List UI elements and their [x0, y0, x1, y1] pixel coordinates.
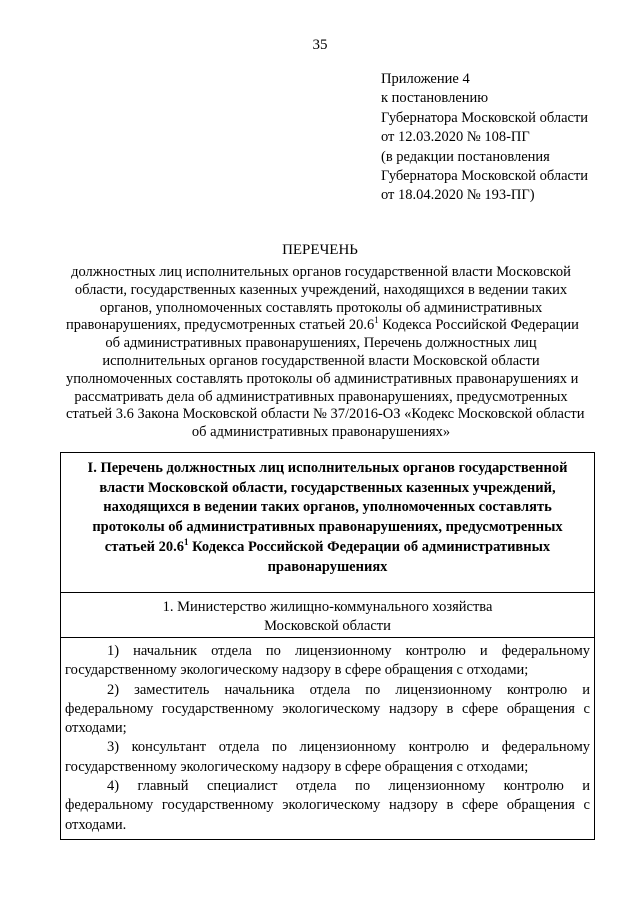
- superscript: 1: [374, 315, 379, 326]
- document-subtitle: [66, 264, 585, 442]
- appendix-line: Губернатора Московской области: [381, 109, 589, 126]
- item-line: федеральному государственному экологическому надзору в сфере обращения с: [65, 797, 590, 814]
- item-line: государственному экологическому надзору в сфере обращения с отходами;: [65, 758, 529, 775]
- ministry-line: Московской области: [264, 617, 391, 634]
- subtitle-line: рассматривать дела об административных правонарушениях, предусмотренных: [74, 388, 568, 405]
- heading-line: власти Московской области, государственных казенных учреждений,: [99, 479, 556, 496]
- list-item: [65, 681, 590, 739]
- page-number: 35: [312, 37, 328, 53]
- appendix-line: (в редакции постановления: [381, 148, 550, 165]
- heading-line: находящихся в ведении таких органов, уполномоченных составлять: [103, 499, 552, 516]
- list-item: [65, 777, 590, 835]
- item-line: отходами;: [65, 720, 127, 737]
- subtitle-text: Кодекса Российской Федерации: [378, 317, 579, 334]
- appendix-line: Губернатора Московской области: [381, 168, 589, 185]
- item-line: 4) главный специалист отдела по лицензионному контролю и: [107, 778, 590, 795]
- item-line: отходами.: [65, 816, 127, 833]
- officials-table: [60, 452, 595, 840]
- document-title: ПЕРЕЧЕНЬ: [282, 242, 358, 258]
- subtitle-text: правонарушениях, предусмотренных статьей 20.6: [66, 317, 375, 334]
- superscript: 1: [184, 536, 189, 547]
- section-heading: [61, 453, 594, 593]
- heading-line: [61, 538, 594, 558]
- heading-line: протоколы об административных правонарушениях, предусмотренных: [92, 519, 563, 536]
- subtitle-line: органов, уполномоченных составлять протоколы об административных: [99, 299, 543, 316]
- item-line: 2) заместитель начальника отдела по лицензионному контролю и: [107, 681, 590, 698]
- subtitle-line: уполномоченных составлять протоколы об административных правонарушениях и: [66, 370, 579, 387]
- subtitle-line: области, государственных казенных учреждений, находящихся в ведении таких: [74, 281, 568, 298]
- list-item: [65, 738, 590, 777]
- subtitle-line: об административных правонарушениях, Перечень должностных лиц: [105, 335, 537, 352]
- list-item: [65, 642, 590, 681]
- ministry-heading: [61, 593, 594, 638]
- subtitle-line: [66, 315, 579, 335]
- heading-text: статьей 20.6: [104, 538, 184, 555]
- heading-text: Кодекса Российской Федерации об административных: [188, 538, 551, 555]
- heading-line: правонарушениях: [267, 558, 388, 575]
- item-line: 1) начальник отдела по лицензионному контролю и федеральному: [107, 643, 590, 659]
- officials-list: [61, 638, 594, 839]
- subtitle-line: об административных правонарушениях»: [191, 424, 451, 441]
- ministry-line: 1. Министерство жилищно-коммунального хозяйства: [162, 599, 493, 615]
- appendix-line: Приложение 4: [381, 71, 470, 87]
- appendix-line: от 12.03.2020 № 108-ПГ: [381, 129, 530, 146]
- subtitle-line: должностных лиц исполнительных органов государственной власти Московской: [71, 264, 571, 280]
- subtitle-line: статьей 3.6 Закона Московской области № 37/2016-ОЗ «Кодекс Московской области: [66, 406, 585, 423]
- heading-line: I. Перечень должностных лиц исполнительных органов государственной: [87, 460, 568, 476]
- appendix-line: от 18.04.2020 № 193-ПГ): [381, 187, 535, 204]
- item-line: федеральному государственному экологическому надзору в сфере обращения с: [65, 700, 590, 717]
- item-line: государственному экологическому надзору в сфере обращения с отходами;: [65, 662, 529, 679]
- appendix-block: [381, 70, 588, 206]
- item-line: 3) консультант отдела по лицензионному контролю и федеральному: [107, 739, 590, 756]
- appendix-line: к постановлению: [381, 90, 489, 107]
- subtitle-line: исполнительных органов государственной власти Московской области: [102, 352, 540, 369]
